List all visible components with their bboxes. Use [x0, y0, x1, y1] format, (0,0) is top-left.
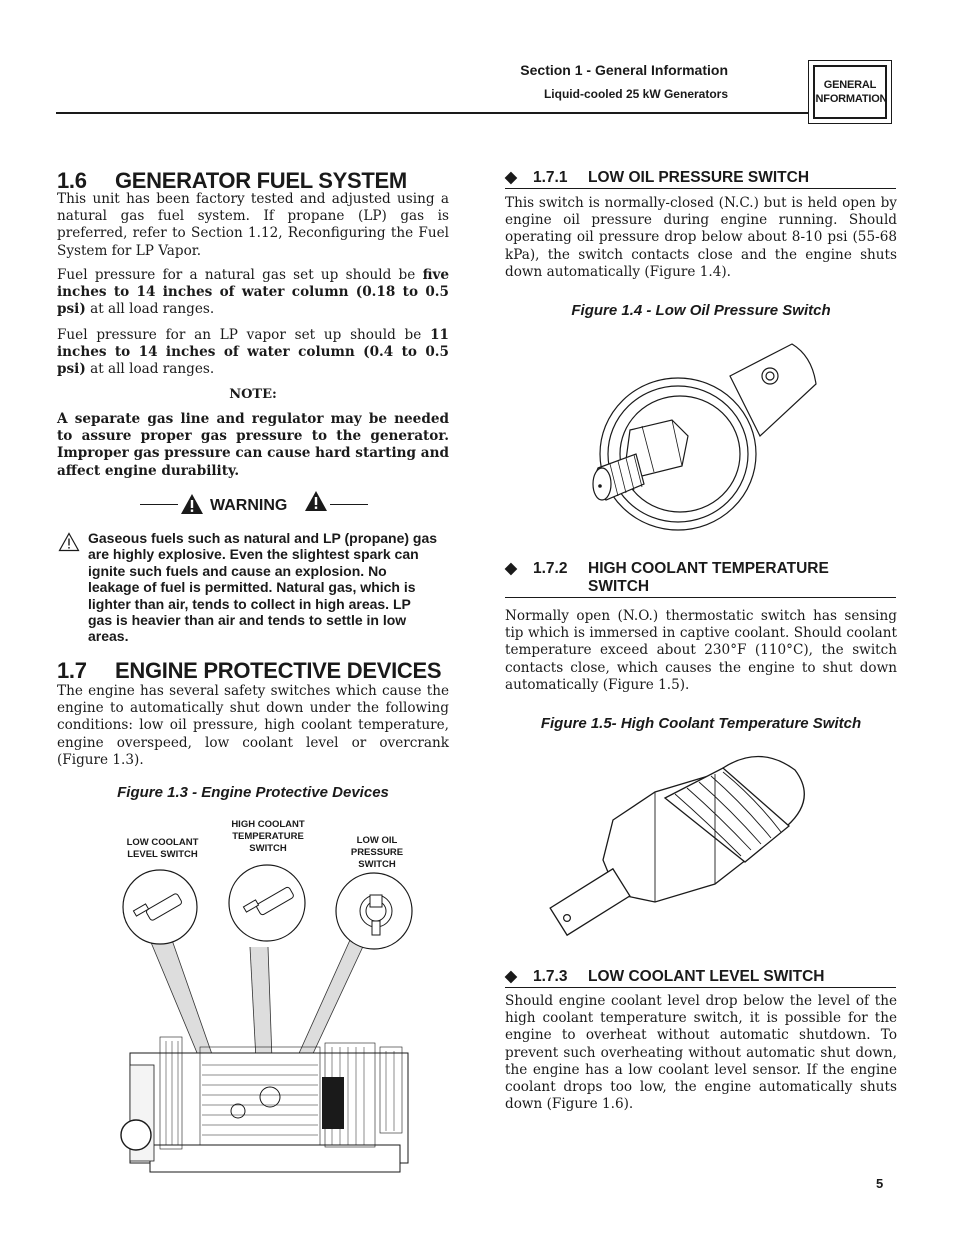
heading-title: ENGINE PROTECTIVE DEVICES [115, 658, 442, 683]
heading-title-line2: SWITCH [588, 578, 650, 595]
heading-title: LOW COOLANT LEVEL SWITCH [588, 968, 825, 985]
paragraph-high-coolant-temperature: Normally open (N.O.) thermostatic switch has sensing tip which is immersed in captive coolant. Should coolant temperature exceed about 230°F (110°C), the switch contacts close, which causes the engine to shut down automatically (Figure 1.5). [505, 608, 897, 693]
paragraph-low-oil-pressure: This switch is normally-closed (N.C.) but is held open by engine oil pressure during engine running. Should operating oil pressure drop below about 8-10 psi (55-68 kPa), the switch contacts close and the engine shuts down automatically (Figure 1.4). [505, 195, 897, 280]
heading-1-7-1 [505, 168, 896, 189]
text-bold: five inches to 14 inches of water column (0.18 to 0.5 psi) [57, 267, 449, 318]
note-label: NOTE: [229, 387, 277, 402]
text: Fuel pressure for an LP vapor set up should be [57, 327, 431, 343]
caution-triangle-icon [58, 532, 80, 552]
figure-1-3 [110, 815, 420, 1180]
text: Fuel pressure for a natural gas set up should be [57, 267, 423, 283]
section-tab [808, 60, 892, 124]
heading-number: 1.7.3 [533, 968, 568, 985]
label-low-coolant-level-switch: LOW COOLANT LEVEL SWITCH [126, 837, 199, 860]
heading-1-7-2 [505, 559, 896, 598]
heading-title: LOW OIL PRESSURE SWITCH [588, 169, 810, 186]
heading-title: GENERATOR FUEL SYSTEM [115, 168, 407, 193]
paragraph-protective-devices: The engine has several safety switches which cause the engine to automatically shut down under the following conditions: low oil pressure, high coolant temperature, engine overspeed, low coolant level or overcrank (Figure 1.3). [57, 683, 449, 768]
heading-1-7-3 [505, 967, 896, 988]
figure-caption-1-4: Figure 1.4 - Low Oil Pressure Switch [571, 302, 831, 319]
heading-title-line1: HIGH COOLANT TEMPERATURE [588, 560, 829, 577]
document-subtitle: Liquid-cooled 25 kW Generators [543, 87, 728, 101]
page-number: 5 [876, 1176, 884, 1191]
label-low-oil-pressure-switch: LOW OIL PRESSURE SWITCH [350, 835, 404, 870]
paragraph-natural-gas-pressure [57, 267, 449, 319]
header-rule [56, 112, 808, 114]
text-bold: 11 inches to 14 inches of water column (0.4 to 0.5 psi) [57, 327, 449, 378]
text: at all load ranges. [85, 361, 215, 378]
tab-label-line2: INFORMATION [812, 93, 888, 105]
heading-number: 1.7.1 [533, 169, 568, 186]
warning-banner [140, 492, 368, 520]
warning-rule-right [330, 504, 368, 505]
diamond-bullet-icon: ◆ [505, 560, 517, 577]
note-text: A separate gas line and regulator may be needed to assure proper gas pressure to the generator. Improper gas pressure can cause hard starting and affect engine durability. [57, 411, 449, 479]
heading-1-7 [57, 658, 441, 684]
engine-protective-devices-illustration [110, 815, 420, 1180]
heading-number: 1.7.2 [533, 560, 568, 577]
warning-rule-left [140, 504, 178, 505]
figure-caption-1-5: Figure 1.5- High Coolant Temperature Switch [540, 715, 862, 732]
paragraph-low-coolant-level: Should engine coolant level drop below the level of the high coolant temperature switch, it is possible for the engine to overheat without automatic shutdown. To prevent such overheating without automatic shut down, the engine has a low coolant level sensor. If the engine coolant drops too low, the engine automatically shuts down (Figure 1.6). [505, 993, 897, 1113]
diamond-bullet-icon: ◆ [505, 169, 517, 186]
high-coolant-temperature-switch-illustration [545, 744, 865, 944]
warning-text: Gaseous fuels such as natural and LP (propane) gas are highly explosive. Even the slightest spark can ignite such fuels and cause an explosion. No leakage of fuel is permitted. Natural gas, which is lighter than air, tends to collect in high areas. LP gas is heavier than air and tends to settle in low areas. [88, 530, 438, 645]
tab-label-line1: GENERAL [823, 79, 877, 91]
low-oil-pressure-switch-illustration [580, 336, 820, 536]
warning-triangle-icon [304, 490, 328, 512]
warning-label: WARNING [210, 497, 288, 514]
figure-caption-1-3: Figure 1.3 - Engine Protective Devices [117, 784, 389, 801]
warning-triangle-icon [180, 493, 204, 515]
section-header: Section 1 - General Information [520, 62, 728, 78]
heading-number: 1.7 [57, 658, 87, 683]
paragraph-fuel-intro: This unit has been factory tested and adjusted using a natural gas fuel system. If propane (LP) gas is preferred, refer to Section 1.12, Reconfiguring the Fuel System for LP Vapor. [57, 191, 449, 259]
text: at all load ranges. [85, 301, 215, 318]
diamond-bullet-icon: ◆ [505, 968, 517, 985]
paragraph-lp-pressure [57, 327, 449, 379]
heading-number: 1.6 [57, 168, 87, 193]
label-high-coolant-temperature-switch: HIGH COOLANT TEMPERATURE SWITCH [231, 819, 305, 854]
